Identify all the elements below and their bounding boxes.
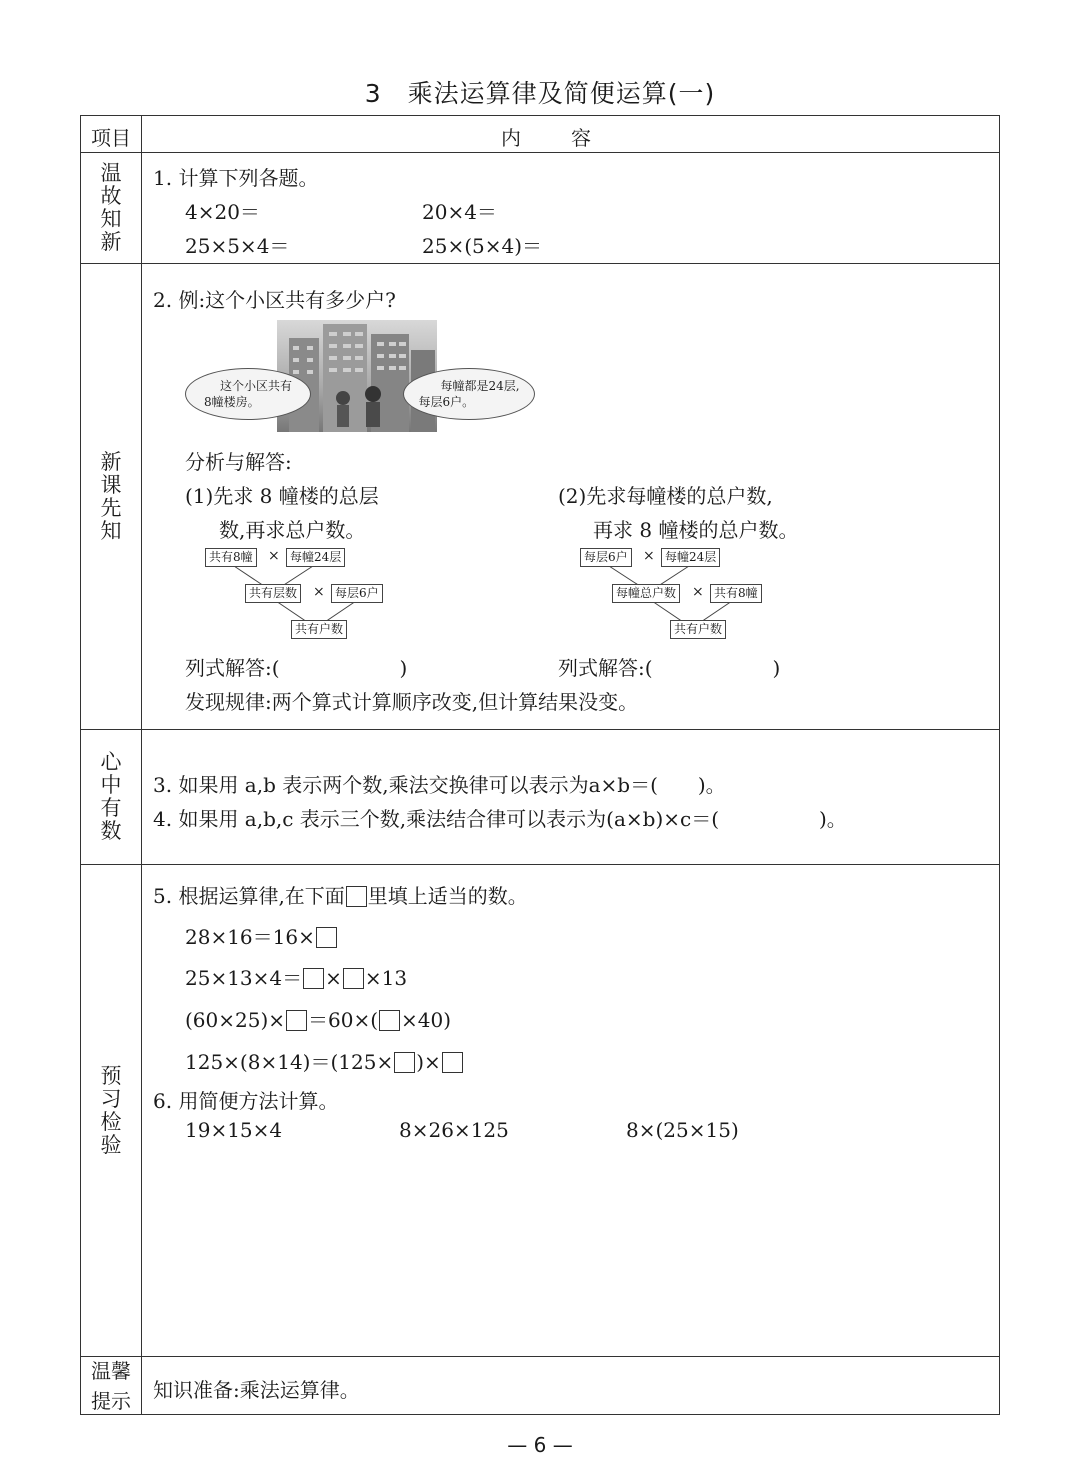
section-label-text: 预习检验 <box>100 1063 122 1157</box>
row-divider <box>81 152 999 153</box>
q5-stem-a: 5. 根据运算律,在下面 <box>153 884 345 908</box>
diagram2-box-households-per-building: 每幢总户数 <box>612 584 680 603</box>
section-label-text: 新课先知 <box>100 449 122 543</box>
q1-item-b: 20×4＝ <box>422 200 497 224</box>
q1-stem: 1. 计算下列各题。 <box>153 166 319 190</box>
row-divider <box>81 729 999 730</box>
building-image <box>277 320 437 432</box>
q6-item-c: 8×(25×15) <box>626 1118 739 1142</box>
q5-r2-text-c: ×13 <box>364 966 408 990</box>
q5-r2-text-a: 25×13×4＝ <box>185 966 303 990</box>
diagram2-box-floors: 每幢24层 <box>661 548 720 567</box>
column-divider <box>141 116 142 1414</box>
diagram1-box-total-households: 共有户数 <box>291 620 347 639</box>
header-content: 内容 <box>501 126 641 150</box>
diagram1-times: × <box>268 548 280 564</box>
speech-bubble-left <box>185 368 311 420</box>
answer-box[interactable] <box>316 927 337 948</box>
row-divider <box>81 1356 999 1357</box>
rule-text: 发现规律:两个算式计算顺序改变,但计算结果没变。 <box>185 690 639 714</box>
q2-analysis-label: 分析与解答: <box>185 450 292 474</box>
q5-row1 <box>185 921 338 950</box>
solve-right[interactable]: 列式解答:( ) <box>558 656 781 680</box>
q5-r2-text-b: × <box>325 966 342 990</box>
bubble-left-line2: 8幢楼房。 <box>203 395 260 409</box>
diagram2-box-buildings: 共有8幢 <box>710 584 762 603</box>
answer-box[interactable] <box>303 968 324 989</box>
q5-r3-text-c: ×40) <box>401 1008 452 1032</box>
row-divider <box>81 864 999 865</box>
q3-text: 3. 如果用 a,b 表示两个数,乘法交换律可以表示为a×b＝( )。 <box>153 773 726 797</box>
section-label-text: 心中有数 <box>100 750 122 843</box>
answer-box[interactable] <box>346 886 367 907</box>
diagram2-box-total-households: 共有户数 <box>670 620 726 639</box>
speech-bubble-right <box>403 368 535 420</box>
q5-r3-text-b: ＝60×( <box>308 1008 379 1032</box>
method1-line2: 数,再求总户数。 <box>219 518 366 542</box>
section-label-text: 温故知新 <box>100 161 122 254</box>
answer-box[interactable] <box>379 1010 400 1031</box>
method1-line1: (1)先求 8 幢楼的总层 <box>185 484 379 508</box>
bubble-right-line1: 每幢都是24层, <box>440 379 520 393</box>
q5-stem <box>153 880 528 909</box>
q4-text: 4. 如果用 a,b,c 表示三个数,乘法结合律可以表示为(a×b)×c＝( )。 <box>153 807 847 831</box>
row-divider <box>81 263 999 264</box>
diagram2-times: × <box>643 548 655 564</box>
building-illustration <box>277 320 437 432</box>
worksheet-table <box>80 115 1000 1415</box>
method2-line1: (2)先求每幢楼的总户数, <box>558 484 773 508</box>
diagram1-box-total-floors: 共有层数 <box>245 584 301 603</box>
solve-left[interactable]: 列式解答:( ) <box>185 656 408 680</box>
section-label-review <box>81 153 141 263</box>
section-label-tip <box>81 1357 141 1415</box>
page-number: — 6 — <box>507 1433 573 1457</box>
q6-item-a: 19×15×4 <box>185 1118 283 1142</box>
q5-stem-b: 里填上适当的数。 <box>367 884 528 908</box>
tip-text: 知识准备:乘法运算律。 <box>153 1378 360 1402</box>
diagram1-times: × <box>313 584 325 600</box>
q1-item-d: 25×(5×4)＝ <box>422 234 543 258</box>
q5-row3 <box>185 1004 451 1033</box>
q5-r1-text: 28×16＝16× <box>185 925 315 949</box>
section-label-new-lesson <box>81 264 141 729</box>
answer-box[interactable] <box>343 968 364 989</box>
section-label-text: 温馨提示 <box>91 1359 131 1413</box>
q2-stem: 2. 例:这个小区共有多少户? <box>153 288 396 312</box>
q1-item-c: 25×5×4＝ <box>185 234 290 258</box>
diagram2-box-households-per-floor: 每层6户 <box>580 548 632 567</box>
q5-row4 <box>185 1046 464 1075</box>
q6-item-b: 8×26×125 <box>399 1118 509 1142</box>
answer-box[interactable] <box>394 1052 415 1073</box>
method2-line2: 再求 8 幢楼的总户数。 <box>593 518 799 542</box>
page-title: 3 乘法运算律及简便运算(一) <box>364 79 716 108</box>
answer-box[interactable] <box>286 1010 307 1031</box>
answer-box[interactable] <box>442 1052 463 1073</box>
bubble-right-line2: 每层6户。 <box>418 395 475 409</box>
diagram2-times: × <box>692 584 704 600</box>
q5-r4-text-b: )× <box>416 1050 441 1074</box>
q1-item-a: 4×20＝ <box>185 200 260 224</box>
diagram1-box-households-per-floor: 每层6户 <box>331 584 383 603</box>
diagram1-box-floors: 每幢24层 <box>286 548 345 567</box>
section-label-concept <box>81 730 141 864</box>
section-label-practice <box>81 865 141 1356</box>
q5-r3-text-a: (60×25)× <box>185 1008 286 1032</box>
q6-stem: 6. 用简便方法计算。 <box>153 1089 339 1113</box>
q5-r4-text-a: 125×(8×14)＝(125× <box>185 1050 394 1074</box>
diagram1-box-buildings: 共有8幢 <box>205 548 257 567</box>
q5-row2 <box>185 962 407 991</box>
header-project: 项目 <box>91 126 131 150</box>
bubble-left-line1: 这个小区共有 <box>219 379 292 393</box>
